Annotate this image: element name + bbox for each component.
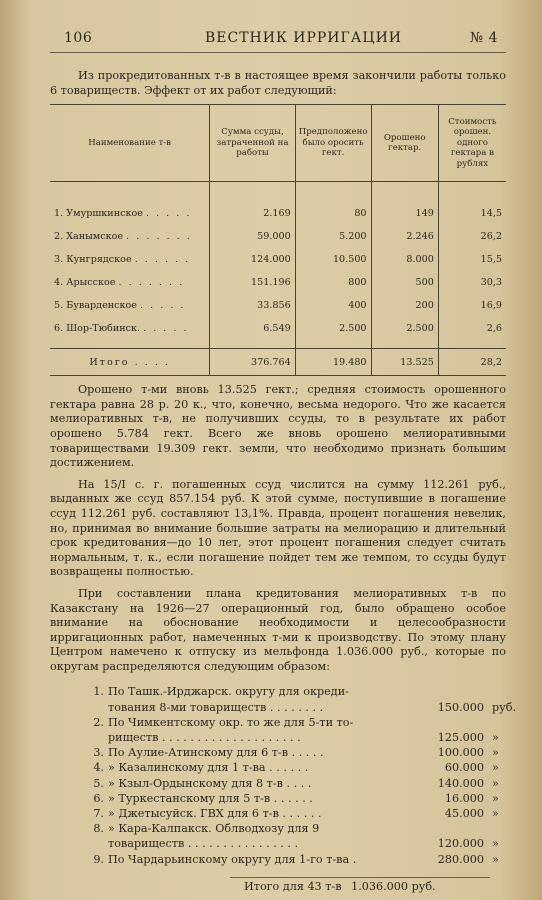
allocation-number: 5. — [93, 776, 104, 790]
cell-irrigated: 500 — [371, 265, 438, 288]
table-spacer-row — [50, 334, 506, 349]
allocation-line — [50, 852, 506, 867]
allocation-text: тования 8-ми товариществ . . . . . . . . — [108, 700, 324, 714]
allocation-line — [50, 821, 506, 836]
grand-total-label: Итого для 43 т-в — [244, 879, 342, 893]
total-label: Итого . . . . — [50, 349, 210, 376]
allocation-amount: 280.000 — [437, 852, 484, 866]
cell-sum: 151.196 — [210, 265, 295, 288]
cell-leader-dots: . . . . . . . — [126, 231, 192, 243]
allocation-text: По Аулие-Атинскому для 6 т-в . . . . . — [108, 746, 324, 760]
cell-sum: 2.169 — [210, 196, 295, 219]
cell-irrigated: 200 — [371, 288, 438, 311]
col-header-cost: Стоимость орошен. одного гектара в рублях — [438, 105, 506, 182]
issue-number: № 4 — [469, 30, 498, 46]
total-planned: 19.480 — [295, 349, 371, 376]
cell-cost: 14,5 — [438, 196, 506, 219]
cell-planned: 400 — [295, 288, 371, 311]
allocation-text: товариществ . . . . . . . . . . . . . . . . — [108, 837, 299, 851]
cell-sum: 124.000 — [210, 242, 295, 265]
allocation-number: 7. — [93, 806, 104, 820]
allocation-text: По Чимкентскому окр. то же для 5-ти то- — [108, 715, 354, 729]
paragraph-irrigated-area: Орошено т-ми вновь 13.525 гект.; средняя стоимость орошенного гектара равна 28 р. 20 к., что, конечно, весьма недорого. Что же касается мелиоративных т-в, не получивших ссуды, то в результате их работ орошено 5.784 гект. Всего же вновь орошено мелиоративными товариществами 19.309 гект. земли, что необходимо признать большим достижением. — [50, 383, 506, 470]
allocation-line — [50, 730, 506, 745]
allocation-line — [50, 715, 506, 730]
cell-name-text: 4. Арысское — [54, 277, 116, 289]
table-header-row — [50, 105, 506, 182]
grand-total-line — [230, 877, 490, 893]
allocation-unit: » — [492, 761, 499, 775]
allocation-unit: » — [492, 731, 499, 745]
allocation-line — [50, 776, 506, 791]
cell-sum: 59.000 — [210, 219, 295, 242]
cell-name — [50, 311, 210, 334]
table-spacer-row — [50, 182, 506, 197]
cell-name — [50, 242, 210, 265]
table-total-row — [50, 349, 506, 376]
allocation-amount: 125.000 — [437, 731, 484, 745]
allocation-text: По Чардарьинскому округу для 1-го т-ва . — [108, 852, 357, 866]
total-cost: 28,2 — [438, 349, 506, 376]
allocation-amount: 60.000 — [444, 761, 484, 775]
allocation-unit: » — [492, 791, 499, 805]
cell-leader-dots: . . . . . — [145, 208, 192, 220]
allocation-unit: » — [492, 806, 499, 820]
allocation-line — [50, 700, 517, 715]
allocation-text: » Кзыл-Ордынскому для 8 т-в . . . . — [108, 776, 312, 790]
total-sum: 376.764 — [210, 349, 295, 376]
table-row — [50, 196, 506, 219]
intro-paragraph: Из прокредитованных т-в в настоящее время закончили работы только 6 товариществ. Эффект от их работ следующий: — [50, 69, 506, 97]
allocation-amount: 16.000 — [444, 791, 484, 805]
cell-name — [50, 219, 210, 242]
allocation-line — [50, 745, 506, 760]
allocation-number: 6. — [93, 791, 104, 805]
grand-total-amount: 1.036.000 руб. — [351, 879, 436, 893]
cell-sum: 33.856 — [210, 288, 295, 311]
col-header-sum: Сумма ссуды, затраченной на работы — [210, 105, 295, 182]
cell-name — [50, 288, 210, 311]
paragraph-credit-plan: При составлении плана кредитования мелиоративных т-в по Казакстану на 1926—27 операционный год, было обращено особое внимание на обоснование необходимости и целесообразности ирригационных работ, намеченных т-ми к производству. По этому плану Центром намечено к отпуску из мельфонда 1.036.000 руб., которые по округам распределяются следующим образом: — [50, 586, 506, 673]
running-header — [50, 30, 506, 53]
col-header-irrigated: Орошено гектар. — [371, 105, 438, 182]
allocation-text: » Джетысуйск. ГВХ для 6 т-в . . . . . . — [108, 806, 322, 820]
cell-planned: 10.500 — [295, 242, 371, 265]
allocation-line — [50, 836, 506, 851]
cell-irrigated: 8.000 — [371, 242, 438, 265]
table-row — [50, 288, 506, 311]
allocation-line — [50, 791, 506, 806]
cell-irrigated: 149 — [371, 196, 438, 219]
allocation-amount: 150.000 — [437, 700, 484, 714]
journal-title: ВЕСТНИК ИРРИГАЦИИ — [205, 30, 403, 46]
cell-name-text: 5. Буварденское — [54, 300, 137, 312]
allocation-list — [50, 684, 517, 866]
allocation-unit: » — [492, 776, 499, 790]
allocation-line — [50, 806, 506, 821]
cell-sum: 6.549 — [210, 311, 295, 334]
cell-name-text: 3. Кунгрядское — [54, 254, 132, 266]
allocation-number: 8. — [93, 822, 104, 836]
table-row — [50, 242, 506, 265]
table-row — [50, 265, 506, 288]
cell-leader-dots: . . . . . . . — [118, 277, 185, 289]
allocation-amount: 120.000 — [437, 837, 484, 851]
cell-name-text: 2. Ханымское — [54, 231, 124, 243]
allocation-unit: » — [492, 746, 499, 760]
paragraph-loan-repayment: На 15/I с. г. погашенных ссуд числится на сумму 112.261 руб., выданных же ссуд 857.154 руб. К этой сумме, поступившие в погашение ссуд 112.261 руб. составляют 13,1%. Правда, процент погашения невелик, но, принимая во внимание большие затраты на мелиорацию и длительный срок кредитования—до 10 лет, этот процент погашения следует считать нормальным, т. к., если погашение пойдет тем же темпом, то ссуды будут возвращены полностью. — [50, 477, 506, 579]
allocation-text: риществ . . . . . . . . . . . . . . . . . . . . — [108, 731, 301, 745]
cell-cost: 16,9 — [438, 288, 506, 311]
allocation-text: По Ташк.-Ирджарск. округу для окреди- — [108, 685, 349, 699]
allocation-amount: 100.000 — [437, 746, 484, 760]
allocation-amount: 140.000 — [437, 776, 484, 790]
allocation-number: 2. — [93, 715, 104, 729]
cell-cost: 2,6 — [438, 311, 506, 334]
allocation-text: » Казалинскому для 1 т-ва . . . . . . — [108, 761, 309, 775]
cell-leader-dots: . . . . . — [143, 323, 189, 335]
allocation-line — [50, 760, 506, 775]
allocation-number: 3. — [93, 746, 104, 760]
allocation-unit: » — [492, 837, 499, 851]
allocation-number: 1. — [93, 685, 104, 699]
allocation-number: 4. — [93, 761, 104, 775]
cell-irrigated: 2.246 — [371, 219, 438, 242]
cell-planned: 2.500 — [295, 311, 371, 334]
col-header-planned: Предположено было оросить гект. — [295, 105, 371, 182]
cell-planned: 5.200 — [295, 219, 371, 242]
cell-name-text: 6. Шор-Тюбинск. — [54, 323, 141, 335]
cell-name-text: 1. Умуршкинское — [54, 208, 143, 220]
page-number: 106 — [64, 30, 93, 46]
allocation-number: 9. — [93, 852, 104, 866]
cell-cost: 30,3 — [438, 265, 506, 288]
results-table — [50, 104, 506, 376]
cell-leader-dots: . . . . . — [140, 300, 186, 312]
allocation-line — [50, 684, 506, 699]
cell-leader-dots: . . . . . . — [134, 254, 191, 266]
col-header-name: Наименование т-в — [50, 105, 210, 182]
allocation-unit: » — [492, 852, 499, 866]
table-row — [50, 219, 506, 242]
cell-planned: 800 — [295, 265, 371, 288]
table-row — [50, 311, 506, 334]
cell-cost: 26,2 — [438, 219, 506, 242]
cell-name — [50, 196, 210, 219]
total-irrigated: 13.525 — [371, 349, 438, 376]
cell-cost: 15,5 — [438, 242, 506, 265]
cell-irrigated: 2.500 — [371, 311, 438, 334]
allocation-unit: руб. — [492, 700, 517, 714]
allocation-text: » Кара-Калпакск. Облводхозу для 9 — [108, 822, 320, 836]
cell-name — [50, 265, 210, 288]
allocation-text: » Туркестанскому для 5 т-в . . . . . . — [108, 791, 313, 805]
allocation-amount: 45.000 — [444, 806, 484, 820]
cell-planned: 80 — [295, 196, 371, 219]
